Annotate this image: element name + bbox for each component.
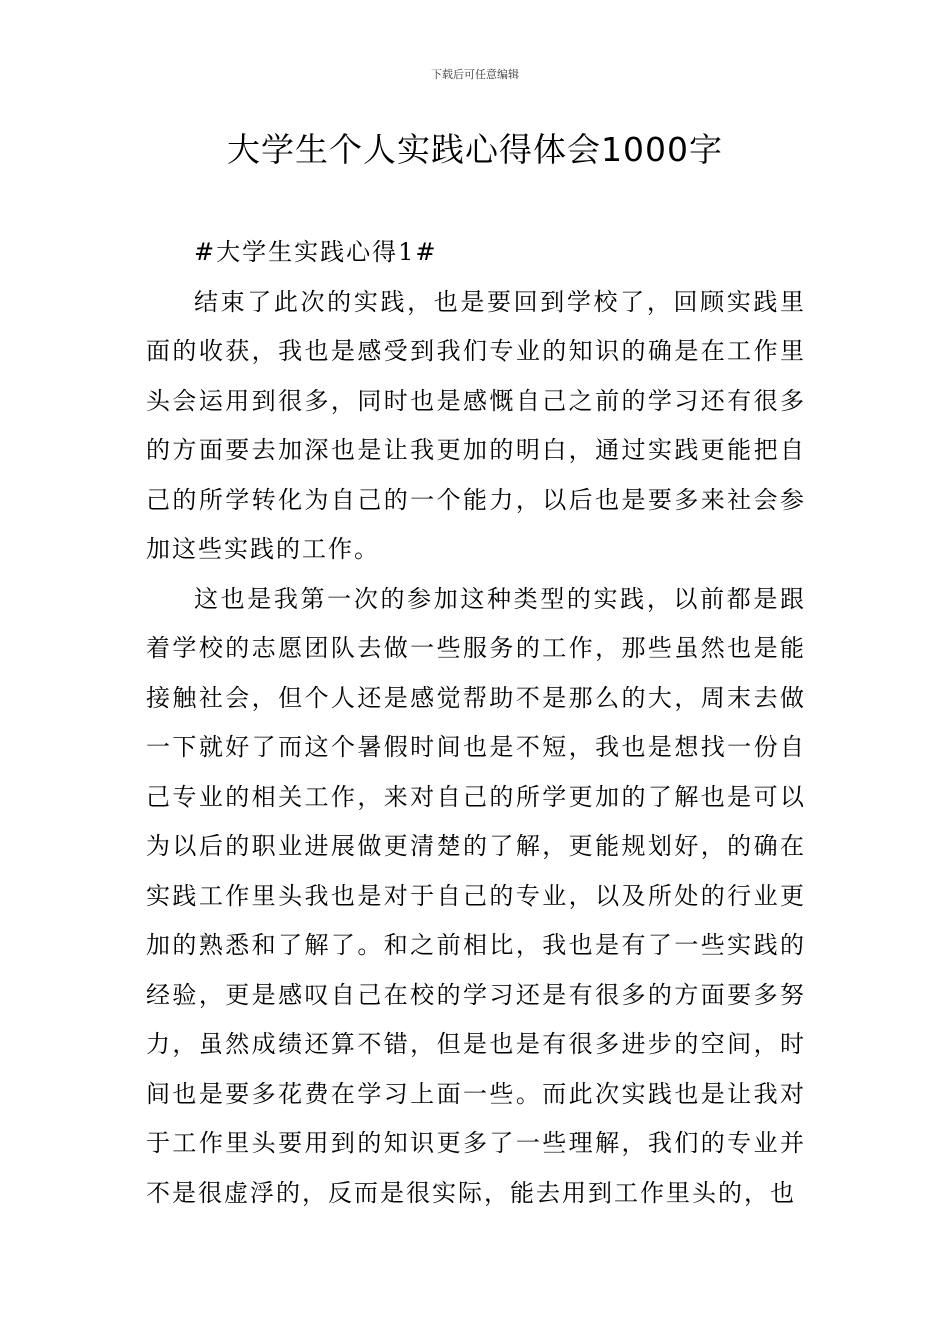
paragraph-2: 这也是我第一次的参加这种类型的实践，以前都是跟着学校的志愿团队去做一些服务的工作，那些虽然也是能接触社会，但个人还是感觉帮助不是那么的大，周末去做一下就好了而这个暑假时间也是不短，我也是想找一份自己专业的相关工作，来对自己的所学更加的了解也是可以为以后的职业进展做更清楚的了解，更能规划好，的确在实践工作里头我也是对于自己的专业，以及所处的行业更加的熟悉和了解了。和之前相比，我也是有了一些实践的经验，更是感叹自己在校的学习还是有很多的方面要多努力，虽然成绩还算不错，但是也是有很多进步的空间，时间也是要多花费在学习上面一些。而此次实践也是让我对于工作里头要用到的知识更多了一些理解，我们的专业并不是很虚浮的，反而是很实际，能去用到工作里头的，也 [146,584,806,1207]
document-title: 大学生个人实践心得体会1000字 [227,130,723,169]
paragraph-1: 结束了此次的实践，也是要回到学校了，回顾实践里面的收获，我也是感受到我们专业的知识的确是在工作里头会运用到很多，同时也是感慨自己之前的学习还有很多的方面要去加深也是让我更加的明白，通过实践更能把自己的所学转化为自己的一个能力，以后也是要多来社会参加这些实践的工作。 [146,287,806,563]
document-body [146,228,806,1218]
section-heading: #大学生实践心得1# [194,238,438,266]
header-note: 下载后可任意编辑 [431,68,519,81]
